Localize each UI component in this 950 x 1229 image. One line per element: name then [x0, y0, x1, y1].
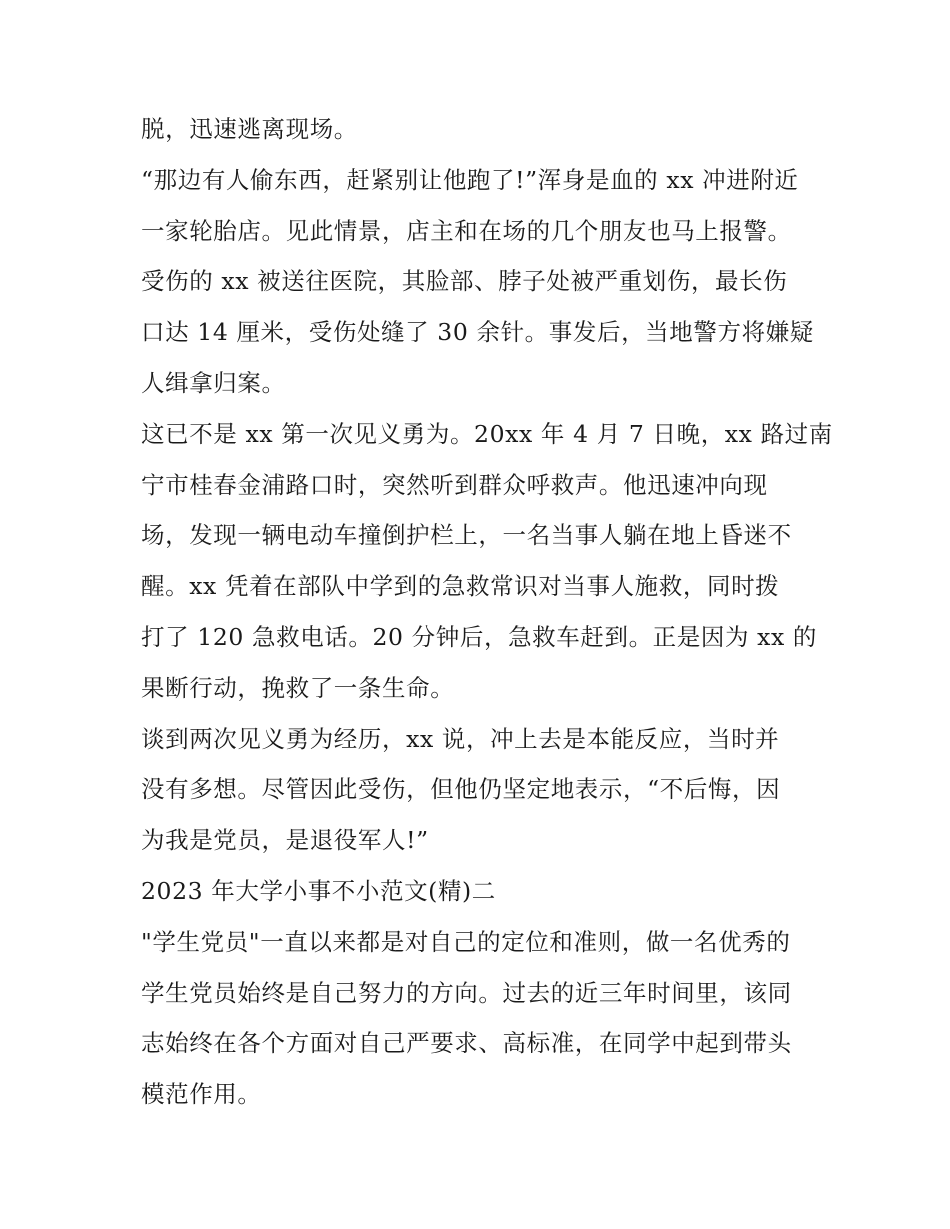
section-heading: 2023 年大学小事不小范文(精)二: [141, 876, 496, 905]
text-line: 宁市桂春金浦路口时，突然听到群众呼救声。他迅速冲向现: [141, 470, 768, 499]
text-line: “那边有人偷东西，赶紧别让他跑了!”浑身是血的 xx 冲进附近: [141, 165, 799, 194]
text-line: 打了 120 急救电话。20 分钟后，急救车赶到。正是因为 xx 的: [141, 622, 818, 651]
text-line: 没有多想。尽管因此受伤，但他仍坚定地表示，“不后悔，因: [141, 775, 781, 804]
text-line: 醒。xx 凭着在部队中学到的急救常识对当事人施救，同时拨: [141, 572, 780, 601]
text-line: 学生党员始终是自己努力的方向。过去的近三年时间里，该同: [141, 978, 792, 1007]
document-body: [141, 104, 833, 1120]
text-line: "学生党员"一直以来都是对自己的定位和准则，做一名优秀的: [141, 927, 791, 956]
text-line: 为我是党员，是退役军人!”: [141, 826, 429, 855]
text-line: 果断行动，挽救了一条生命。: [141, 673, 455, 702]
text-line: 一家轮胎店。见此情景，店主和在场的几个朋友也马上报警。: [141, 216, 792, 245]
text-line: 这已不是 xx 第一次见义勇为。20xx 年 4 月 7 日晚，xx 路过南: [141, 419, 833, 448]
text-line: 脱，迅速逃离现场。: [141, 115, 358, 143]
text-line: 模范作用。: [141, 1080, 262, 1109]
text-line: 谈到两次见义勇为经历，xx 说，冲上去是本能反应，当时并: [141, 724, 780, 753]
text-line: 人缉拿归案。: [141, 368, 286, 397]
text-line: 受伤的 xx 被送往医院，其脸部、脖子处被严重划伤，最长伤: [141, 267, 788, 296]
text-line: 口达 14 厘米，受伤处缝了 30 余针。事发后，当地警方将嫌疑: [141, 318, 814, 347]
text-line: 场，发现一辆电动车撞倒护栏上，一名当事人躺在地上昏迷不: [141, 521, 792, 550]
text-line: 志始终在各个方面对自己严要求、高标准，在同学中起到带头: [141, 1029, 792, 1058]
